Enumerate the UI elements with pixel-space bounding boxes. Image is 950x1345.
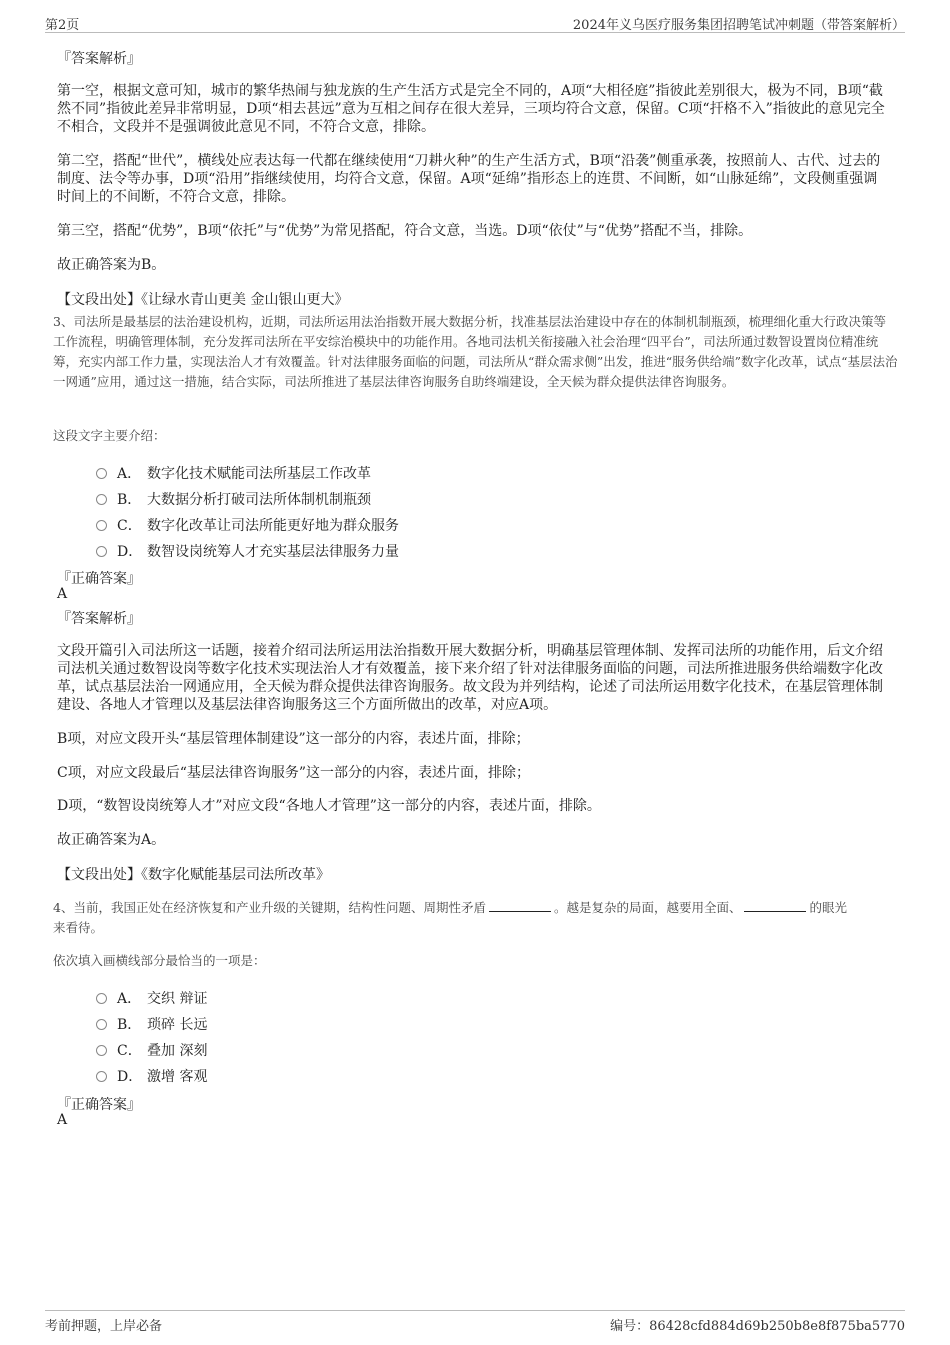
question-stem: 3、司法所是最基层的法治建设机构，近期，司法所运用法治指数开展大数据分析，找准基层法治建设中存在的体制机制瓶颈，梳理细化重大行政决策等工作流程，明确管理体制，充分发挥司法所在平安综治模块中的功能作用。各地司法机关衔接融入社会治理“四平台”，司法所通过数智设置岗位精准统筹，充实内部工作力量，实现法治人才有效覆盖。针对法律服务面临的问题，司法所从“群众需求侧”出发，推进“服务供给端”数字化改革，试点“基层法治一网通”应用，通过这一措施，结合实际，司法所推进了基层法律咨询服务自助终端建设，全天候为群众提供法律咨询服务。 [53, 314, 898, 389]
source-citation: 【文段出处】《数字化赋能基层司法所改革》 [57, 867, 330, 883]
explanation-paragraph: D项，“数智设岗统筹人才”对应文段“各地人才管理”这一部分的内容，表述片面，排除。 [57, 798, 601, 814]
explanation-paragraph: B项，对应文段开头“基层管理体制建设”这一部分的内容，表述片面，排除； [57, 731, 530, 747]
document-title: 2024年义乌医疗服务集团招聘笔试冲刺题（带答案解析） [572, 18, 905, 33]
correct-answer: A [57, 1112, 68, 1128]
radio-icon[interactable] [96, 546, 107, 557]
answer-statement: 故正确答案为B。 [57, 257, 166, 273]
explanation-paragraph: 第二空，搭配“世代”，横线处应表达每一代都在继续使用“刀耕火种”的生产生活方式，B项“沿袭”侧重承袭，按照前人、古代、过去的制度、法令等办事，D项“沿用”指继续使用，均符合文意，保留。A项“延绵”指形态上的连贯、不间断，如“山脉延绵”，文段侧重强调时间上的不间断，不符合文意，排除。 [57, 153, 881, 205]
fill-blank [489, 899, 551, 912]
correct-answer-heading: 『正确答案』 [57, 571, 141, 587]
radio-icon[interactable] [96, 494, 107, 505]
footer-slogan: 考前押题，上岸必备 [45, 1319, 163, 1334]
radio-icon[interactable] [96, 1019, 107, 1030]
explanation-paragraph: 文段开篇引入司法所这一话题，接着介绍司法所运用法治指数开展大数据分析，明确基层管理体制、发挥司法所的功能作用，后文介绍司法机关通过数智设岗等数字化技术实现法治人才有效覆盖，接下来介绍了针对法律服务面临的问题，司法所推进服务供给端数字化改革，试点基层法治一网通应用，全天候为群众提供法律咨询服务。故文段为并列结构，论述了司法所运用数字化技术，在基层管理体制建设、各地人才管理以及基层法律咨询服务这三个方面所做出的改革，对应A项。 [57, 643, 883, 713]
answer-statement: 故正确答案为A。 [57, 832, 166, 848]
option-b[interactable]: B． 大数据分析打破司法所体制机制瓶颈 [96, 489, 371, 509]
question-prompt: 依次填入画横线部分最恰当的一项是： [53, 953, 266, 968]
option-a[interactable]: A． 交织 辩证 [96, 988, 207, 1008]
explanation-paragraph: 第一空，根据文意可知，城市的繁华热闹与独龙族的生产生活方式是完全不同的，A项“大相径庭”指彼此差别很大，极为不同，B项“截然不同”指彼此差异非常明显，D项“相去甚远”意为互相之间存在很大差异，三项均符合文意，保留。C项“扞格不入”指彼此的意见完全不相合，文段并不是强调彼此意见不同，不符合文意，排除。 [57, 83, 885, 135]
explanation-heading: 『答案解析』 [57, 611, 141, 627]
question-prompt: 这段文字主要介绍： [53, 428, 166, 443]
option-c[interactable]: C． 叠加 深刻 [96, 1040, 207, 1060]
option-b[interactable]: B． 琐碎 长远 [96, 1014, 207, 1034]
radio-icon[interactable] [96, 1045, 107, 1056]
correct-answer: A [57, 586, 68, 602]
document-code: 编号：86428cfd884d69b250b8e8f875ba5770 [610, 1319, 905, 1334]
fill-blank [744, 899, 806, 912]
page-number: 第2页 [45, 18, 80, 33]
page-footer [45, 1310, 905, 1335]
radio-icon[interactable] [96, 520, 107, 531]
radio-icon[interactable] [96, 1071, 107, 1082]
option-d[interactable]: D． 激增 客观 [96, 1066, 207, 1086]
source-citation: 【文段出处】《让绿水青山更美 金山银山更大》 [57, 292, 349, 308]
correct-answer-heading: 『正确答案』 [57, 1097, 141, 1113]
explanation-paragraph: C项，对应文段最后“基层法律咨询服务”这一部分的内容，表述片面，排除； [57, 765, 531, 781]
option-c[interactable]: C． 数字化改革让司法所能更好地为群众服务 [96, 515, 399, 535]
explanation-heading: 『答案解析』 [57, 51, 141, 67]
radio-icon[interactable] [96, 993, 107, 1004]
option-a[interactable]: A． 数字化技术赋能司法所基层工作改革 [96, 463, 371, 483]
page-header [45, 12, 905, 33]
explanation-paragraph: 第三空，搭配“优势”，B项“依托”与“优势”为常见搭配，符合文意，当选。D项“依仗”与“优势”搭配不当，排除。 [57, 223, 753, 239]
radio-icon[interactable] [96, 468, 107, 479]
option-d[interactable]: D． 数智设岗统筹人才充实基层法律服务力量 [96, 541, 399, 561]
question-stem: 4、当前，我国正处在经济恢复和产业升级的关键期，结构性问题、周期性矛盾 。越是复杂的局面，越要用全面、 的眼光 来看待。 [53, 900, 847, 935]
